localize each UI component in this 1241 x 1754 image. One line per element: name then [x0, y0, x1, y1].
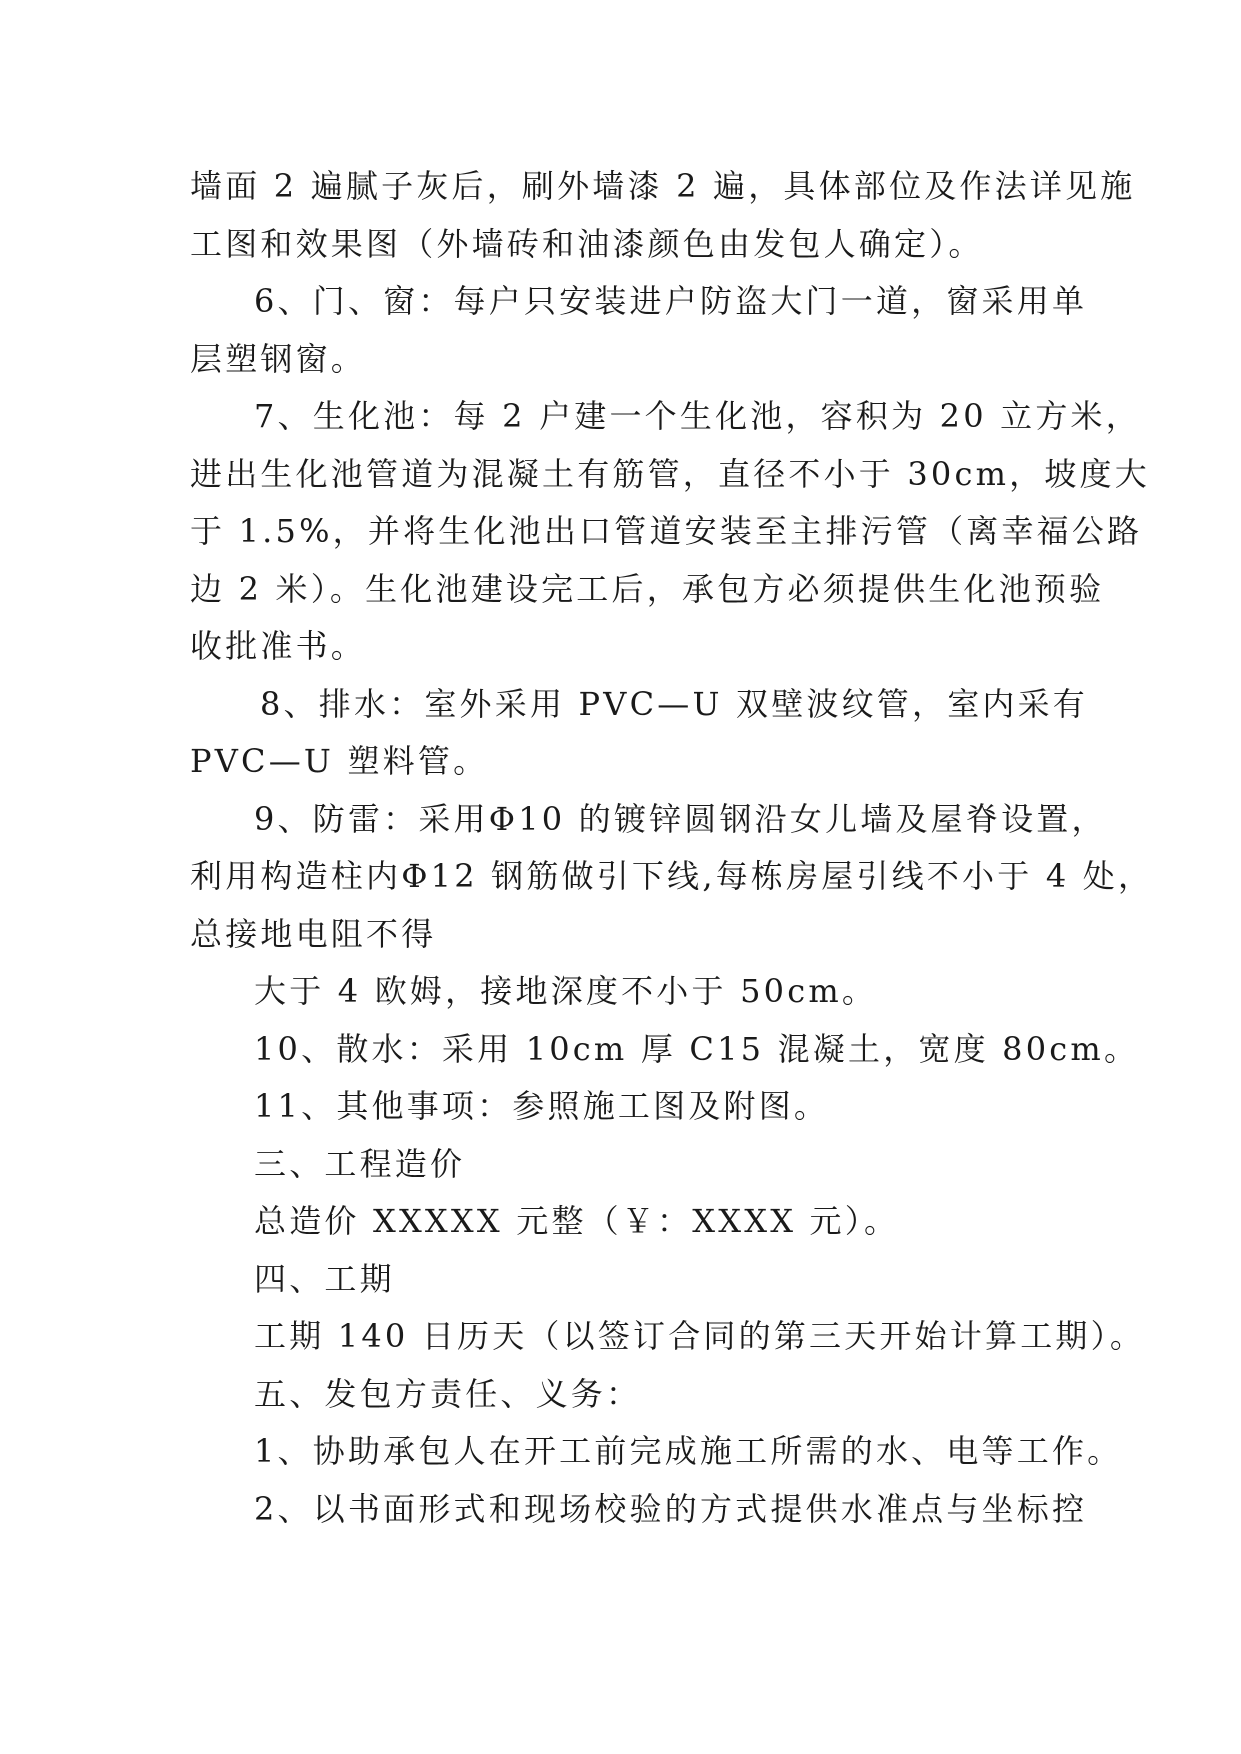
text-line: 于 1.5%，并将生化池出口管道安装至主排污管（离幸福公路	[190, 512, 1143, 550]
text-line: 10、散水：采用 10cm 厚 C15 混凝土，宽度 80cm。	[254, 1029, 1140, 1068]
text-line: 2、以书面形式和现场校验的方式提供水准点与坐标控	[254, 1489, 1088, 1528]
section-heading: 三、工程造价	[254, 1144, 466, 1183]
text-line: 1、协助承包人在开工前完成施工所需的水、电等工作。	[254, 1432, 1123, 1470]
text-line: PVC—U 塑料管。	[190, 742, 489, 780]
text-line: 工图和效果图（外墙砖和油漆颜色由发包人确定）。	[190, 224, 984, 263]
text-line: 8、排水：室外采用 PVC—U 双壁波纹管，室内采有	[260, 684, 1088, 723]
text-line: 收批准书。	[190, 627, 367, 665]
text-line: 边 2 米）。生化池建设完工后，承包方必须提供生化池预验	[190, 569, 1105, 608]
text-line: 6、门、窗：每户只安装进户防盗大门一道，窗采用单	[254, 282, 1088, 320]
text-line: 7、生化池：每 2 户建一个生化池，容积为 20 立方米，	[254, 397, 1141, 435]
section-heading: 五、发包方责任、义务：	[254, 1374, 642, 1413]
text-line: 利用构造柱内Φ12 钢筋做引下线,每栋房屋引线不小于 4 处，	[190, 857, 1154, 895]
section-heading: 四、工期	[254, 1259, 395, 1298]
text-line: 层塑钢窗。	[190, 339, 367, 378]
text-line: 进出生化池管道为混凝土有筋管，直径不小于 30cm，坡度大	[190, 454, 1150, 493]
text-line: 大于 4 欧姆，接地深度不小于 50cm。	[254, 972, 878, 1010]
text-line: 总造价 XXXXX 元整（￥：XXXX 元）。	[254, 1202, 900, 1240]
text-line: 11、其他事项：参照施工图及附图。	[254, 1087, 830, 1125]
text-line: 9、防雷：采用Φ10 的镀锌圆钢沿女儿墙及屋脊设置，	[254, 799, 1107, 838]
text-line: 工期 140 日历天（以签订合同的第三天开始计算工期）。	[254, 1317, 1146, 1355]
text-line: 总接地电阻不得	[190, 914, 437, 953]
document-body	[190, 158, 1154, 1538]
text-line: 墙面 2 遍腻子灰后，刷外墙漆 2 遍，具体部位及作法详见施	[190, 167, 1136, 205]
